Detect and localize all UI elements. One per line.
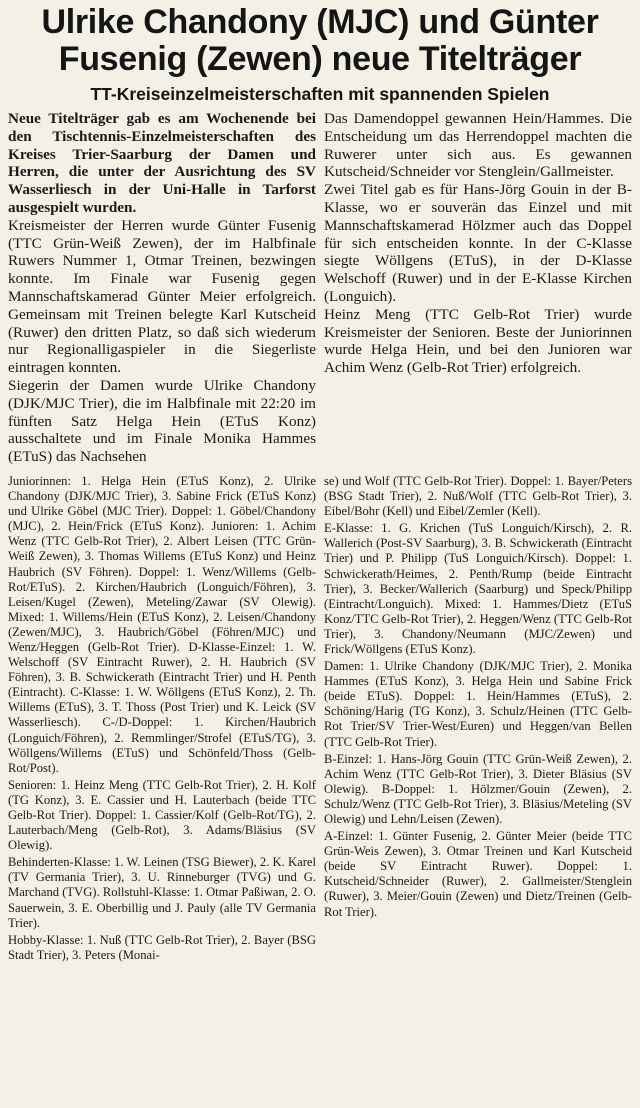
results-block: Damen: 1. Ulrike Chandony (DJK/MJC Trier), 2. Monika Hammes (ETuS Konz), 3. Helga Hein und Sabine Frick (beide ETuS). Doppel: 1. Hein/Hammes (ETuS), 2. Schöning/Harig (TG Konz), 3. Schulz/Heinen (TTC Gelb-Rot Trier/SV Trier-West/Euren) und Heggen/van Bellen (TTC Gelb-Rot Trier). — [324, 659, 632, 749]
results-block: B-Einzel: 1. Hans-Jörg Gouin (TTC Grün-Weiß Zewen), 2. Achim Wenz (TTC Gelb-Rot Trier), 3. Dieter Bläsius (SV Olewig). B-Doppel: 1. Hölzmer/Gouin (Zewen), 2. Schulz/Wenz (TTC Gelb-Rot Trier), 3. Bläsius/Meteling (SV Olewig) und Lehn/Leisen (Zewen). — [324, 751, 632, 826]
results-column-left — [8, 474, 316, 963]
results-block: Hobby-Klasse: 1. Nuß (TTC Gelb-Rot Trier), 2. Bayer (BSG Stadt Trier), 3. Peters (Monai- — [8, 932, 316, 962]
results-block: Juniorinnen: 1. Helga Hein (ETuS Konz), 2. Ulrike Chandony (DJK/MJC Trier), 3. Sabine Frick (ETuS Konz) und Ulrike Göbel (MJC Trier). Doppel: 1. Göbel/Chandony (MJC), 2. Hein/Frick (ETuS Konz). Junioren: 1. Achim Wenz (TTC Gelb-Rot Trier), 2. Albert Leisen (TTC Grün-Weiß Zewen), 3. Thomas Willems (ETuS Konz) und Heinz Haubrich (SV Föhren). Doppel: 1. Wenz/Willems (Gelb-Rot/ETuS). 2. Kirchen/Haubrich (Longuich/Föhren), 3. Leisen/Kugel (Zewen), Meteling/Zawar (SV Olewig). Mixed: 1. Willems/Hein (ETuS Konz), 2. Leisen/Chandony (Zewen/MJC), 3. Haubrich/Göbel (Föhren/MJC) und Wenz/Heggen (Gelb-Rot Trier). D-Klasse-Einzel: 1. W. Welschoff (SV Eintracht Ruwer), 2. H. Haubrich (SV Föhren), 3. B. Schwickerath (Eintracht Trier) und H. Penth (Eintracht). C-Klasse: 1. W. Wöllgens (ETuS Konz), 2. Th. Willems (ETuS), 3. T. Thoss (Post Trier) und K. Leick (SV Wasserliesch). C-/D-Doppel: 1. Kirchen/Haubrich (Longuich/Föhren), 2. Remmlinger/Strofel (ETuS/TG), 3. Wöllgens/Willems (ETuS) und Schönfeld/Thoss (Gelb-Rot/Post). — [8, 473, 316, 775]
results-block: se) und Wolf (TTC Gelb-Rot Trier). Doppel: 1. Bayer/Peters (BSG Stadt Trier), 2. Nuß/Wolf (TTC Gelb-Rot Trier), 3. Eibel/Bohr (Kell) und Eibel/Zemler (Kell). — [324, 473, 632, 519]
results-block: E-Klasse: 1. G. Krichen (TuS Longuich/Kirsch), 2. R. Wallerich (Post-SV Saarburg), 3. B. Schwickerath (Eintracht Trier) und P. Philipp (TuS Longuich/Kirsch). Doppel: 1. Schwickerath/Heimes, 2. Penth/Rump (beide Eintracht Trier), 3. Becker/Wallerich (Saarburg) und Speck/Philipp (Eintracht/Longuich). Mixed: 1. Hammes/Dietz (ETuS Konz/TTC Gelb-Rot Trier), 2. Heggen/Wenz (TTC Gelb-Rot Trier), 3. Chandony/Neumann (MJC/Zewen) und Frick/Wöllgens (ETuS Konz). — [324, 521, 632, 656]
headline-line-2: Fusenig (Zewen) neue Titelträger — [58, 40, 582, 78]
paragraph: Das Damendoppel gewannen Hein/Hammes. Die Entscheidung um das Herrendoppel machten die Ruwerer unter sich aus. Es gewannen Kutscheid/Schneider vor Stenglein/Gallmeister. — [324, 110, 632, 181]
results-block: Behinderten-Klasse: 1. W. Leinen (TSG Biewer), 2. K. Karel (TV Germania Trier), 3. U. Rinneburger (TVG) und G. Marchand (TVG). Rollstuhl-Klasse: 1. Otmar Paßiwan, 2. O. Sauerwein, 3. E. Oberbillig und J. Pauly (alle TV Germania Trier). — [8, 855, 316, 930]
subheadline: TT-Kreiseinzelmeisterschaften mit spannenden Spielen — [90, 84, 550, 104]
headline — [8, 4, 632, 78]
lead-paragraph: Neue Titelträger gab es am Wochenende bei den Tischtennis-Einzelmeisterschaften des Kreises Trier-Saarburg der Damen und Herren, die unter der Ausrichtung des SV Wasserliesch in der Uni-Halle in Tarforst ausgespielt wurden. — [8, 110, 316, 216]
results-block: Senioren: 1. Heinz Meng (TTC Gelb-Rot Trier), 2. H. Kolf (TG Konz), 3. E. Cassier und H. Lauterbach (beide TTC Gelb-Rot Trier). Doppel: 1. Cassier/Kolf (Gelb-Rot/TG), 2. Lauterbach/Meng (Gelb-Rot), 3. Adams/Bläsius (SV Olewig). — [8, 777, 316, 853]
article-column-left — [8, 110, 316, 466]
results-list — [8, 474, 632, 963]
results-column-right — [324, 474, 632, 963]
paragraph: Kreismeister der Herren wurde Günter Fusenig (TTC Grün-Weiß Zewen), der im Halbfinale Ruwers Nummer 1, Otmar Treinen, bezwingen konnte. Im Finale war Fusenig gegen Mannschaftskamerad Günter Meier erfolgreich. Gemeinsam mit Treinen belegte Karl Kutscheid (Ruwer) den dritten Platz, so daß sich wiederum nur Regionalligaspieler in die Siegerliste eintragen konnten. — [8, 216, 316, 377]
paragraph: Siegerin der Damen wurde Ulrike Chandony (DJK/MJC Trier), die im Halbfinale mit 22:20 im fünften Satz Helga Hein (ETuS Konz) ausschaltete und im Finale Monika Hammes (ETuS) das Nachsehen — [8, 376, 316, 466]
headline-line-1: Ulrike Chandony (MJC) und Günter — [41, 3, 599, 41]
article-body — [8, 110, 632, 466]
results-block: A-Einzel: 1. Günter Fusenig, 2. Günter Meier (beide TTC Grün-Weis Zewen), 3. Otmar Treinen und Karl Kutscheid (beide SV Eintracht Ruwer). Doppel: 1. Kutscheid/Schneider (Ruwer), 2. Gallmeister/Stenglein (Ruwer), 3. Meier/Gouin (Zewen) und Dietz/Treinen (Gelb-Rot Trier). — [324, 829, 632, 919]
paragraph: Heinz Meng (TTC Gelb-Rot Trier) wurde Kreismeister der Senioren. Beste der Juniorinnen wurde Helga Hein, und bei den Junioren war Achim Wenz (Gelb-Rot Trier) erfolgreich. — [324, 305, 632, 377]
article-column-right — [324, 110, 632, 466]
paragraph: Zwei Titel gab es für Hans-Jörg Gouin in der B-Klasse, wo er souverän das Einzel und mit Mannschaftskamerad Hölzmer auch das Doppel für sich entscheiden konnte. In der C-Klasse siegte Wöllgens (ETuS), in der D-Klasse Welschoff (Ruwer) und in der E-Klasse Kirchen (Longuich). — [324, 181, 632, 305]
